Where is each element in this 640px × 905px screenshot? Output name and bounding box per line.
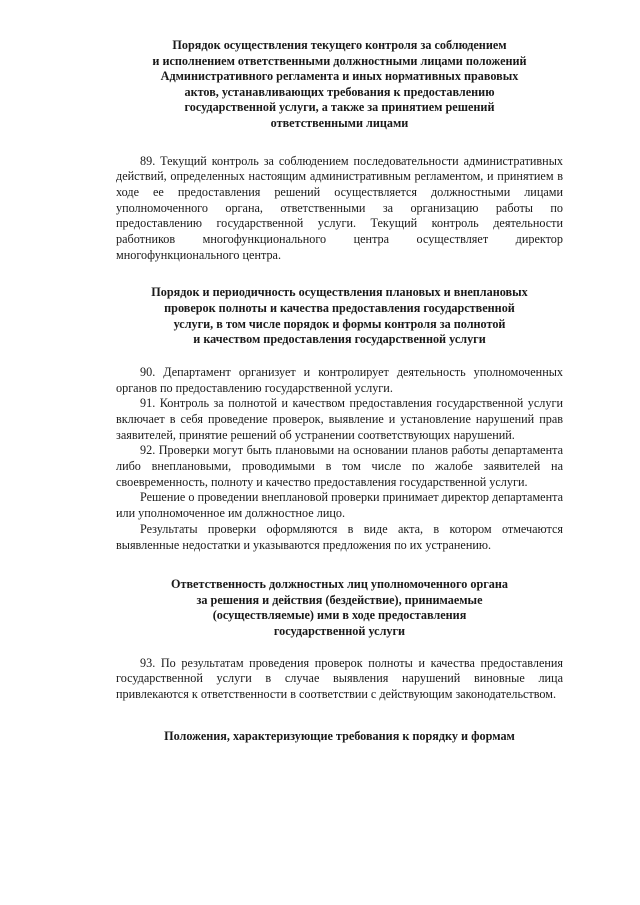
section-body-responsibility	[116, 656, 563, 703]
heading-line: Порядок и периодичность осуществления плановых и внеплановых	[151, 285, 528, 300]
heading-line: (осуществляемые) ими в ходе предоставления	[212, 608, 467, 623]
section-heading-responsibility	[116, 577, 563, 639]
heading-line: государственной услуги	[273, 624, 406, 639]
heading-line: государственной услуги, а также за принятием решений	[184, 100, 495, 115]
heading-line: проверок полноты и качества предоставления государственной	[164, 301, 515, 316]
heading-line: Ответственность должностных лиц уполномоченного органа	[171, 577, 508, 592]
section-body-inspections	[116, 365, 563, 553]
heading-line: и качеством предоставления государственной услуги	[193, 332, 486, 347]
heading-line: актов, устанавливающих требования к предоставлению	[184, 84, 495, 99]
heading-line: услуги, в том числе порядок и формы контроля за полнотой	[173, 316, 506, 331]
paragraph-unscheduled-decision: Решение о проведении внеплановой проверки принимает директор департамента или уполномоченное им должностное лицо.	[116, 490, 563, 521]
heading-line: ответственными лицами	[270, 115, 409, 130]
section-heading-requirements	[116, 729, 563, 745]
heading-line: Порядок осуществления текущего контроля за соблюдением	[172, 38, 507, 52]
heading-line: и исполнением ответственными должностными лицами положений	[152, 53, 527, 68]
section-body-current-control	[116, 154, 563, 264]
paragraph-92: 92. Проверки могут быть плановыми на основании планов работы департамента либо внеплановыми, проводимыми в том числе по жалобе заявителей на своевременность, полноту и качество предоставления государственной услуги.	[116, 443, 563, 489]
paragraph-inspection-results: Результаты проверки оформляются в виде акта, в котором отмечаются выявленные недостатки и указываются предложения по их устранению.	[116, 521, 563, 552]
paragraph-89: 89. Текущий контроль за соблюдением последовательности административных действий, определенных настоящим административным регламентом, и принятием в ходе ее предоставления решений осуществляется должностными лицами уполномоченного органа, ответственными за организацию работы по предоставлению государственной услуги. Текущий контроль деятельности работников многофункционального центра осуществляет директор многофункционального центра.	[116, 153, 563, 262]
heading-line: за решения и действия (бездействие), принимаемые	[196, 592, 483, 607]
paragraph-91: 91. Контроль за полнотой и качеством предоставления государственной услуги включает в себя проведение проверок, выявление и установление нарушений прав заявителей, принятие решений об устранении соответствующих нарушений.	[116, 396, 563, 442]
heading-line: Административного регламента и иных нормативных правовых	[160, 69, 519, 84]
heading-line: Положения, характеризующие требования к порядку и формам	[164, 728, 515, 743]
section-heading-current-control	[116, 38, 563, 132]
section-heading-inspections	[116, 285, 563, 347]
paragraph-93: 93. По результатам проведения проверок полноты и качества предоставления государственной услуги в случае выявления нарушений виновные лица привлекаются к ответственности в соответствии с действующим законодательством.	[116, 655, 563, 702]
paragraph-90: 90. Департамент организует и контролирует деятельность уполномоченных органов по предоставлению государственной услуги.	[116, 364, 563, 395]
document-page	[116, 38, 563, 744]
